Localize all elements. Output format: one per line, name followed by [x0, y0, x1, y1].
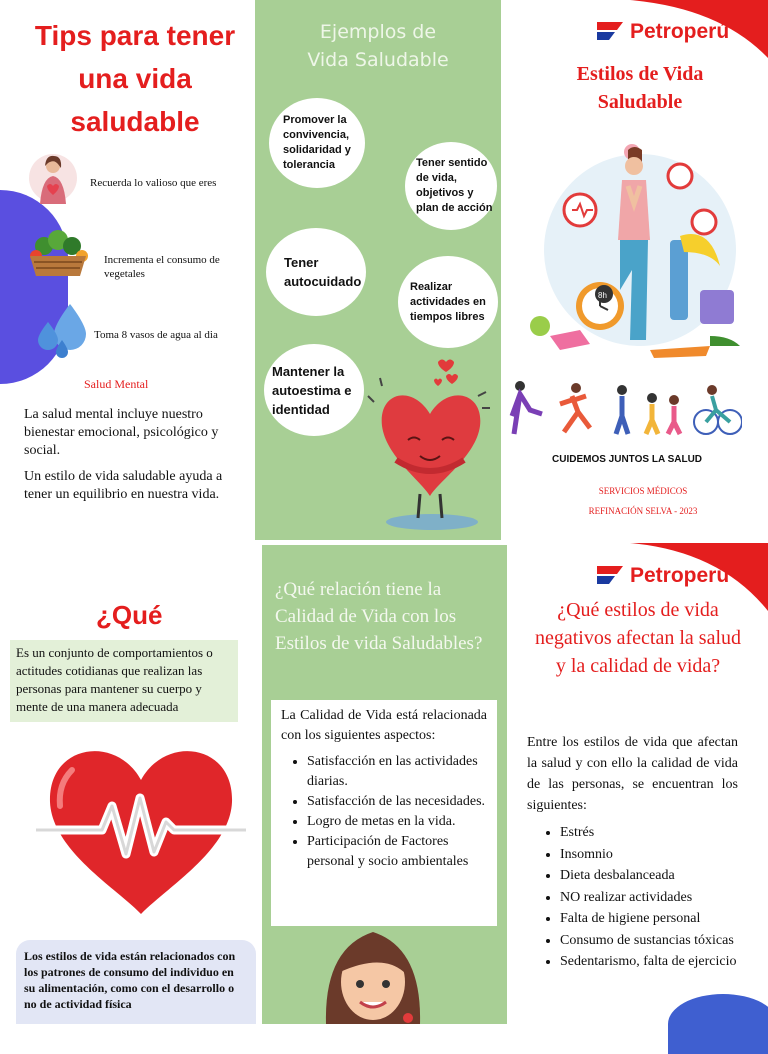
- example-circle-2: Tener sentido de vida, objetivos y plan de acción: [405, 142, 497, 230]
- heartbeat-heart-icon: [36, 740, 246, 920]
- petroperu-logo-text: Petroperú: [630, 20, 730, 43]
- yoga-woman-illustration: [520, 140, 760, 370]
- petroperu-logo-icon: [595, 18, 625, 46]
- example-circle-3: Tener autocuidado: [266, 228, 366, 316]
- relation-item: • Satisfacción de las necesidades.: [307, 792, 487, 812]
- decorative-blue-shape-2: [668, 994, 768, 1054]
- relation-item: • Participación de Factores personal y socio ambientales: [307, 832, 487, 872]
- negative-item: • Dieta desbalanceada: [560, 865, 764, 887]
- tip-2: Incrementa el consumo de vegetales: [104, 254, 220, 280]
- vegetable-basket-icon: [22, 226, 94, 280]
- negative-item: • Insomnio: [560, 844, 764, 866]
- negative-intro: Entre los estilos de vida que afectan la salud y con ello la calidad de vida de las personas, se encuentran los siguientes:: [527, 735, 738, 813]
- definition-box: Es un conjunto de comportamientos o actitudes cotidianas que realizan las personas para mantener su cuerpo y mente de una manera adecuada: [10, 640, 238, 722]
- example-circle-5: Mantener la autoestima e identidad: [264, 344, 364, 436]
- footer-line-2: REFINACIÓN SELVA - 2023: [588, 506, 698, 516]
- section-label-salud-mental: Salud Mental: [84, 377, 149, 391]
- petroperu-logo-icon-2: [595, 562, 625, 590]
- negative-item: • Estrés: [560, 822, 764, 844]
- lifestyle-paragraph: Un estilo de vida saludable ayuda a tener un equilibrio en nuestra vida.: [24, 469, 223, 502]
- relation-item: • Satisfacción en las actividades diarias.: [307, 752, 487, 792]
- negative-item: • Sedentarismo, falta de ejercicio: [560, 951, 764, 973]
- svg-text:8h: 8h: [598, 291, 607, 300]
- tips-title: Tips para tener una vida saludable: [34, 20, 236, 137]
- woman-heart-illustration: [28, 150, 78, 208]
- negative-item: • NO realizar actividades: [560, 887, 764, 909]
- water-drops-icon: [36, 302, 90, 360]
- relation-intro: La Calidad de Vida está relacionada con los siguientes aspectos:: [281, 708, 487, 743]
- smiling-woman-illustration: [318, 928, 428, 1024]
- tip-1: Recuerda lo valioso que eres: [90, 177, 217, 189]
- negative-title: ¿Qué estilos de vida negativos afectan la salud y la calidad de vida?: [534, 599, 742, 677]
- cover-title: Estilos de Vida Saludable: [576, 63, 704, 113]
- tip-3: Toma 8 vasos de agua al dia: [94, 329, 218, 341]
- consumption-box: Los estilos de vida están relacionados con los patrones de consumo del individuo en su alimentación, como con el desarrollo o no de actividad física: [16, 940, 256, 1024]
- tagline: CUIDEMOS JUNTOS LA SALUD: [552, 454, 703, 465]
- footer-line-1: SERVICIOS MÉDICOS: [598, 486, 688, 496]
- petroperu-logo-text-2: Petroperú: [630, 564, 730, 587]
- mental-health-paragraph: La salud mental incluye nuestro bienestar emocional, psicológico y social.: [24, 407, 219, 458]
- examples-title: Ejemplos de Vida Saludable: [307, 21, 449, 71]
- negative-list: [534, 822, 764, 973]
- negative-item: • Consumo de sustancias tóxicas: [560, 930, 764, 952]
- example-circle-4: Realizar actividades en tiempos libres: [398, 256, 498, 348]
- negative-item: • Falta de higiene personal: [560, 908, 764, 930]
- que-heading: ¿Qué: [96, 600, 163, 630]
- exercise-people-illustration: [506, 376, 742, 440]
- relation-box: [271, 700, 497, 926]
- hugging-heart-illustration: [360, 356, 500, 536]
- relation-title: ¿Qué relación tiene la Calidad de Vida con los Estilos de vida Saludables?: [275, 579, 483, 654]
- relation-item: • Logro de metas en la vida.: [307, 812, 487, 832]
- example-circle-1: Promover la convivencia, solidaridad y tolerancia: [269, 98, 365, 188]
